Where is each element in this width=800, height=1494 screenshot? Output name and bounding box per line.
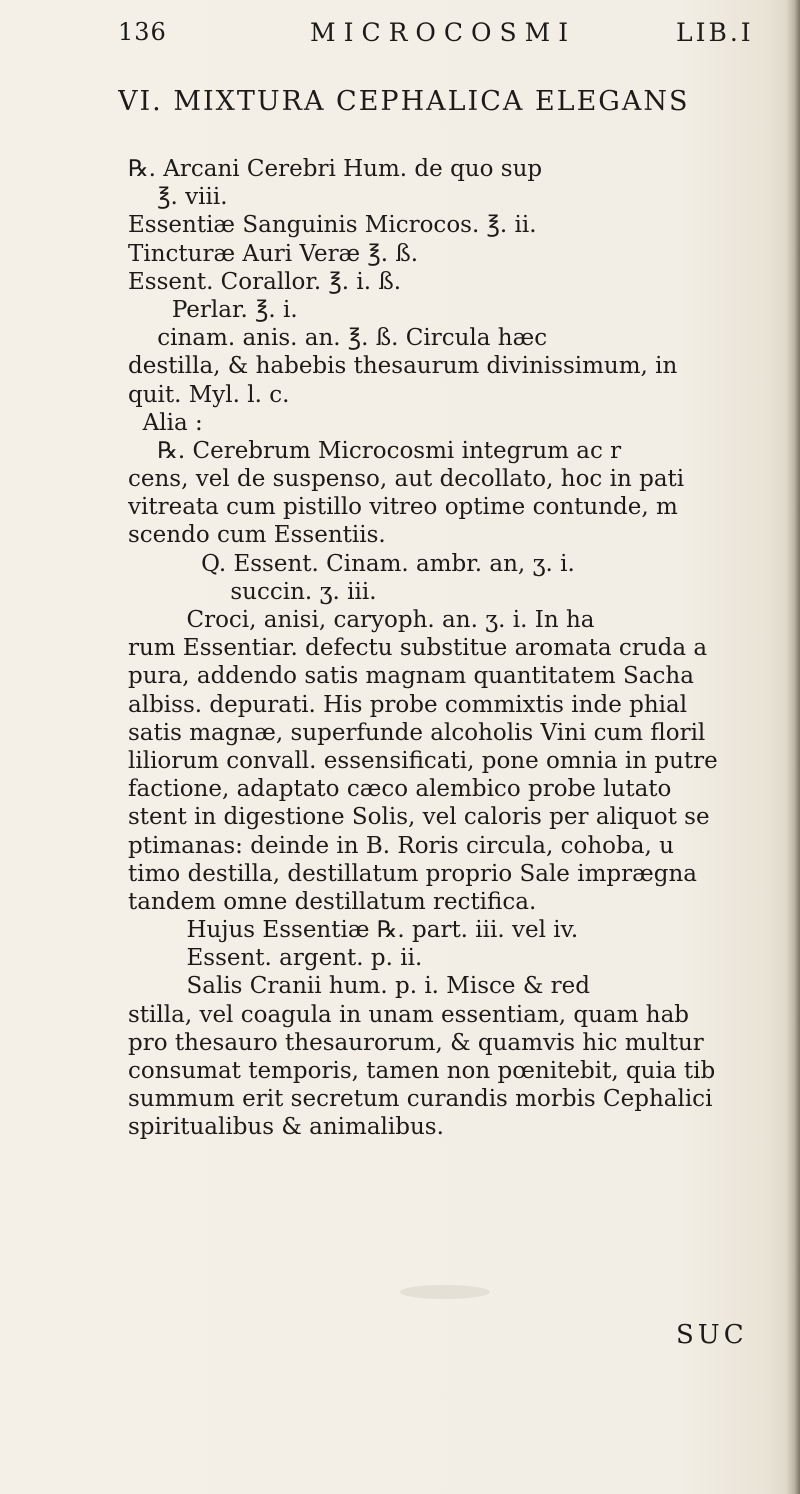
text-line: liliorum convall. essensificati, pone omnia in putre — [128, 747, 718, 774]
section-title: VI. MIXTURA CEPHALICA ELEGANS — [118, 86, 690, 117]
text-line: vitreata cum pistillo vitreo optime contunde, m — [128, 494, 678, 521]
text-line: tandem omne destillatum rectifica. — [128, 888, 537, 915]
text-line: scendo cum Essentiis. — [128, 522, 386, 549]
text-line: Alia : — [128, 409, 203, 436]
paper-stain — [400, 1285, 490, 1299]
text-line: succin. ʒ. iii. — [128, 578, 377, 605]
text-line: Perlar. ℥. i. — [128, 296, 298, 323]
text-line: Essent. argent. p. ii. — [128, 945, 423, 972]
text-line: Q. Essent. Cinam. ambr. an, ʒ. i. — [128, 550, 575, 577]
text-line: ℥. viii. — [128, 184, 228, 211]
text-line: ptimanas: deinde in B. Roris circula, cohoba, u — [128, 832, 674, 859]
text-line: cinam. anis. an. ℥. ß. Circula hæc — [128, 325, 548, 352]
text-line: Tincturæ Auri Veræ ℥. ß. — [128, 240, 419, 267]
text-line: stilla, vel coagula in unam essentiam, quam hab — [128, 1001, 690, 1028]
text-line: cens, vel de suspenso, aut decollato, hoc in pati — [128, 466, 685, 493]
text-line: pura, addendo satis magnam quantitatem Sacha — [128, 663, 694, 690]
text-line: consumat temporis, tamen non pœnitebit, quia tib — [128, 1058, 716, 1084]
text-line: Hujus Essentiæ ℞. part. iii. vel iv. — [128, 917, 579, 944]
page-header — [118, 18, 778, 58]
text-line: Essentiæ Sanguinis Microcos. ℥. ii. — [128, 212, 537, 239]
text-line: satis magnæ, superfunde alcoholis Vini cum floril — [128, 719, 706, 746]
text-line: albiss. depurati. His probe commixtis inde phial — [128, 691, 688, 718]
text-line: ℞. Cerebrum Microcosmi integrum ac r — [128, 437, 622, 464]
text-line: stent in digestione Solis, vel caloris per aliquot se — [128, 804, 710, 831]
text-line: summum erit secretum curandis morbis Cephalici — [128, 1086, 713, 1113]
text-line: spiritualibus & animalibus. — [128, 1114, 444, 1141]
text-line: Salis Cranii hum. p. i. Misce & red — [128, 973, 590, 1000]
text-line: pro thesauro thesaurorum, & quamvis hic multur — [128, 1029, 704, 1056]
catchword: SUC — [676, 1320, 748, 1350]
text-line: quit. Myl. l. c. — [128, 381, 290, 408]
text-line: rum Essentiar. defectu substitue aromata cruda a — [128, 635, 708, 662]
text-line: factione, adaptato cæco alembico probe lutato — [128, 776, 672, 803]
text-line: Croci, anisi, caryoph. an. ʒ. i. In ha — [128, 607, 595, 633]
text-line: timo destilla, destillatum proprio Sale imprægna — [128, 860, 697, 887]
page-number: 136 — [118, 18, 167, 46]
running-title: MICROCOSMI — [310, 18, 577, 47]
body-text — [128, 155, 792, 1142]
text-line: destilla, & habebis thesaurum divinissimum, in — [128, 353, 678, 380]
text-line: ℞. Arcani Cerebri Hum. de quo sup — [128, 156, 543, 182]
book-label: LIB.I — [676, 18, 754, 47]
text-line: Essent. Corallor. ℥. i. ß. — [128, 268, 402, 295]
